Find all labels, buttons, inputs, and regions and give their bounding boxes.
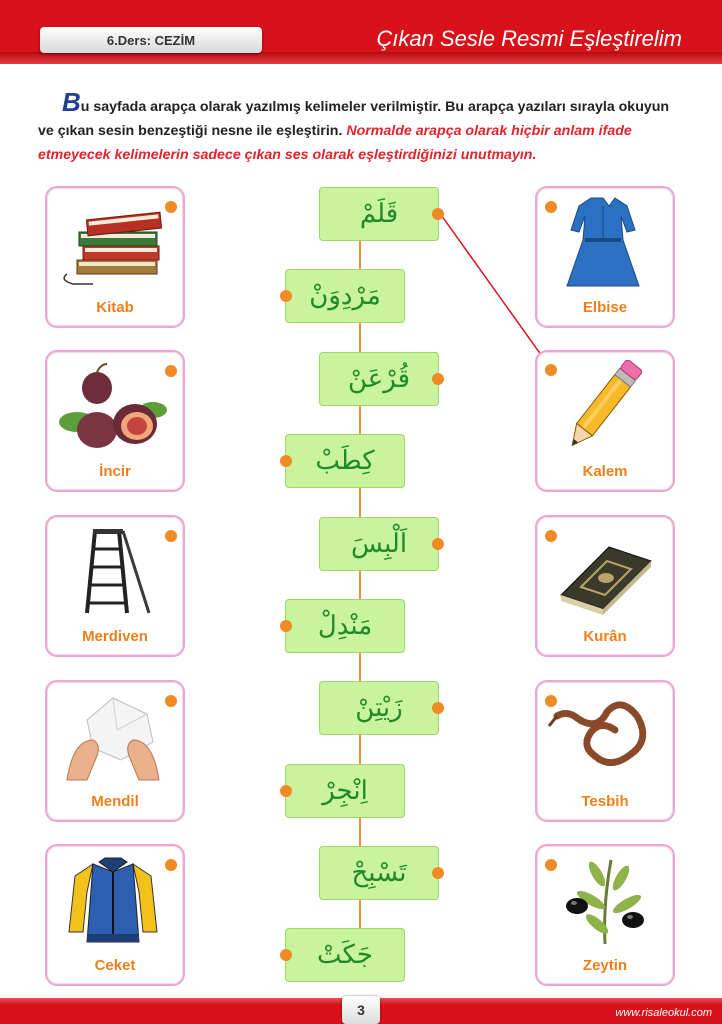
handkerchief-icon (57, 690, 169, 782)
picture-card-ceket[interactable] (45, 844, 185, 986)
picture-card-tesbih[interactable] (535, 680, 675, 822)
picture-label: Mendil (91, 793, 139, 810)
match-dot[interactable] (545, 364, 557, 376)
website-label: www.risaleokul.com (615, 1007, 712, 1019)
match-dot[interactable] (165, 365, 177, 377)
picture-label: Zeytin (582, 957, 628, 974)
arabic-word-box[interactable] (319, 846, 439, 900)
dress-icon (547, 196, 659, 288)
picture-label: İncir (99, 463, 131, 480)
match-dot[interactable] (165, 530, 177, 542)
picture-card-incir[interactable] (45, 350, 185, 492)
match-dot[interactable] (165, 695, 177, 707)
arabic-word: قَلَمْ (359, 199, 399, 229)
quran-icon (547, 525, 659, 617)
arabic-word-box[interactable] (285, 599, 405, 653)
picture-card-kuran[interactable] (535, 515, 675, 657)
picture-label: Merdiven (82, 628, 148, 645)
ladder-icon (57, 525, 169, 617)
page-number: 3 (342, 996, 380, 1024)
picture-label: Kurân (583, 628, 627, 645)
match-dot[interactable] (280, 455, 292, 467)
match-dot[interactable] (165, 201, 177, 213)
instructions-text: u sayfada arapça olarak yazılmış kelimeler verilmiştir. Bu arapça yazıları sırayla okuyun ve çıkan sesin benzeştiği nesne ile eşleştirin. (38, 99, 670, 139)
match-dot[interactable] (545, 695, 557, 707)
arabic-word-box[interactable] (319, 352, 439, 406)
instructions-initial: B (62, 87, 81, 117)
books-icon (57, 196, 169, 288)
picture-label: Elbise (582, 299, 628, 316)
picture-label: Kalem (582, 463, 628, 480)
match-dot[interactable] (432, 702, 444, 714)
picture-card-mendil[interactable] (45, 680, 185, 822)
picture-card-kalem[interactable] (535, 350, 675, 492)
picture-card-zeytin[interactable] (535, 844, 675, 986)
jacket-icon (57, 854, 169, 946)
picture-card-merdiven[interactable] (45, 515, 185, 657)
arabic-word: مَرْدِوَنْ (309, 281, 381, 311)
arabic-word: قُرْعَنْ (347, 364, 411, 394)
lesson-label: 6.Ders: CEZİM (40, 27, 262, 53)
picture-label: Kitab (96, 299, 134, 316)
page-title: Çıkan Sesle Resmi Eşleştirelim (376, 26, 682, 51)
match-dot[interactable] (280, 290, 292, 302)
arabic-word-box[interactable] (319, 187, 439, 241)
picture-card-elbise[interactable] (535, 186, 675, 328)
arabic-word: كِطَبْ (315, 446, 375, 476)
arabic-word: اَلْبِسَ (350, 529, 408, 559)
match-dot[interactable] (165, 859, 177, 871)
arabic-word-box[interactable] (319, 681, 439, 735)
match-dot[interactable] (432, 867, 444, 879)
arabic-word: تَسْبِحْ (351, 858, 407, 888)
pencil-icon (547, 360, 659, 452)
instructions-red-text: Normalde arapça olarak hiçbir anlam ifade etmeyecek kelimelerin sadece çıkan ses olarak eşleştirdiğinizi unutmayın. (38, 123, 632, 163)
arabic-word-box[interactable] (285, 434, 405, 488)
picture-label: Ceket (94, 957, 136, 974)
arabic-word: اِنْجِرْ (322, 776, 368, 806)
match-dot[interactable] (280, 620, 292, 632)
arabic-word: زَيْتِنْ (355, 693, 403, 723)
match-dot[interactable] (280, 785, 292, 797)
olive-branch-icon (547, 854, 659, 946)
arabic-word-box[interactable] (285, 764, 405, 818)
arabic-word-box[interactable] (319, 517, 439, 571)
arabic-word: مَنْدِلْ (317, 611, 373, 641)
match-dot[interactable] (432, 373, 444, 385)
figs-icon (57, 360, 169, 452)
match-dot[interactable] (545, 530, 557, 542)
arabic-word-box[interactable] (285, 269, 405, 323)
match-dot[interactable] (280, 949, 292, 961)
prayer-beads-icon (547, 690, 659, 782)
match-dot[interactable] (432, 208, 444, 220)
match-dot[interactable] (545, 859, 557, 871)
arabic-word: جَكَتْ (317, 940, 373, 970)
picture-card-kitab[interactable] (45, 186, 185, 328)
arabic-word-box[interactable] (285, 928, 405, 982)
match-dot[interactable] (545, 201, 557, 213)
match-dot[interactable] (432, 538, 444, 550)
picture-label: Tesbih (581, 793, 629, 810)
